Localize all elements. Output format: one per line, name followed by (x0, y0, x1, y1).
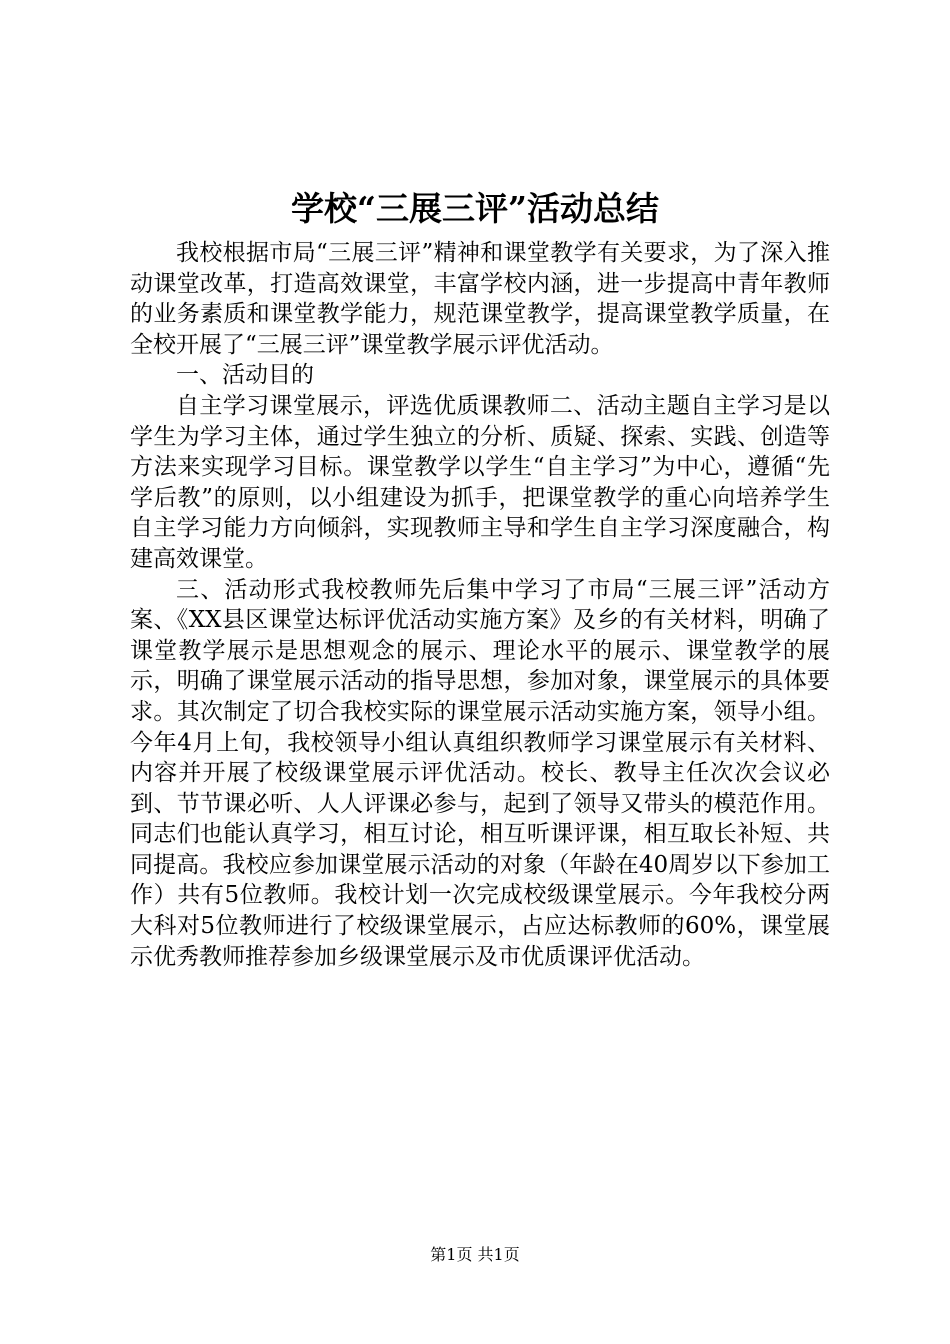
paragraph-format: 三、活动形式我校教师先后集中学习了市局“三展三评”活动方案、《XX县区课堂达标评优活动实施方案》及乡的有关材料，明确了课堂教学展示是思想观念的展示、理论水平的展示、课堂教学的展示，明确了课堂展示活动的指导思想，参加对象，课堂展示的具体要求。其次制定了切合我校实际的课堂展示活动实施方案，领导小组。今年4月上旬，我校领导小组认真组织教师学习课堂展示有关材料、内容并开展了校级课堂展示评优活动。校长、教导主任次次会议必到、节节课必听、人人评课必参与，起到了领导又带头的模范作用。同志们也能认真学习，相互讨论，相互听课评课，相互取长补短、共同提高。我校应参加课堂展示活动的对象（年龄在40周岁以下参加工作）共有5位教师。我校计划一次完成校级课堂展示。今年我校分两大科对5位教师进行了校级课堂展示，占应达标教师的60%，课堂展示优秀教师推荐参加乡级课堂展示及市优质课评优活动。 (130, 576, 830, 970)
paragraph-section-heading: 一、活动目的 (176, 362, 314, 389)
document-title: 学校“三展三评”活动总结 (291, 189, 659, 228)
page-number-footer: 第1页 共1页 (430, 1245, 520, 1264)
document-body (130, 238, 830, 972)
paragraph-theme: 自主学习课堂展示，评选优质课教师二、活动主题自主学习是以学生为学习主体，通过学生独立的分析、质疑、探索、实践、创造等方法来实现学习目标。课堂教学以学生“自主学习”为中心，遵循“先学后教”的原则，以小组建设为抓手，把课堂教学的重心向培养学生自主学习能力方向倾斜，实现教师主导和学生自主学习深度融合，构建高效课堂。 (130, 392, 830, 572)
paragraph-intro: 我校根据市局“三展三评”精神和课堂教学有关要求，为了深入推动课堂改革，打造高效课堂，丰富学校内涵，进一步提高中青年教师的业务素质和课堂教学能力，规范课堂教学，提高课堂教学质量，在全校开展了“三展三评”课堂教学展示评优活动。 (130, 240, 830, 358)
